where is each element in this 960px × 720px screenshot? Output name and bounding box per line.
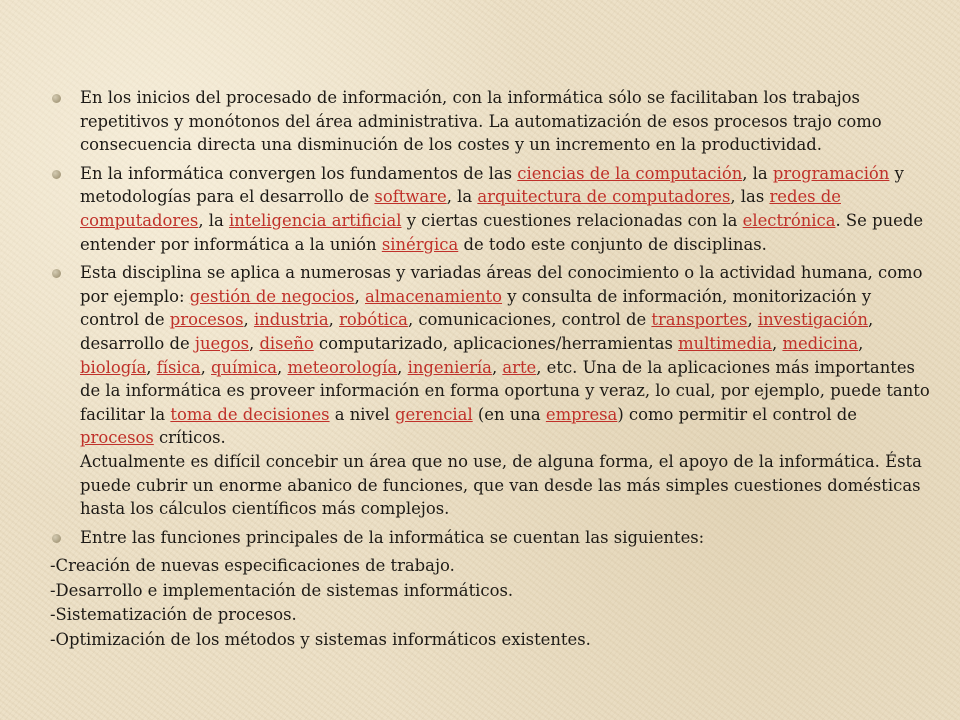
text-run: críticos. (153, 428, 226, 448)
hyperlink[interactable]: biología (80, 357, 147, 377)
text-run: En la informática convergen los fundamentos de las (80, 163, 518, 183)
function-list-item: -Sistematización de procesos. (50, 605, 297, 625)
hyperlink[interactable]: física (156, 357, 201, 377)
text-run: , (491, 357, 503, 377)
function-list-item: -Creación de nuevas especificaciones de trabajo. (50, 556, 455, 576)
bullet-paragraph (50, 261, 930, 521)
text-run: computarizado, aplicaciones/herramientas (313, 333, 679, 353)
text-run: , la (198, 210, 229, 230)
hyperlink[interactable]: arte (502, 357, 537, 377)
hyperlink[interactable]: juegos (194, 333, 250, 353)
bullet-dot-icon (52, 170, 61, 179)
bullet-list (50, 86, 930, 549)
text-run: , etc. Una de la aplicaciones más importantes de la informática es proveer información en forma oportuna y veraz, lo cual, por ejemplo, puede tanto facilitar la (80, 357, 930, 424)
text-run: y ciertas cuestiones relacionadas con la (401, 210, 743, 230)
text-run: , la (742, 163, 773, 183)
bullet-paragraph (50, 162, 930, 256)
text-run: , la (446, 187, 478, 207)
text-run: y consulta de información, monitorización y control de (80, 286, 872, 330)
text-run: , (354, 286, 365, 306)
text-run: , (249, 333, 260, 353)
text-run: En los inicios del procesado de información, con la informática sólo se facilitaban los trabajos repetitivos y monótonos del área administrativa. La automatización de esos procesos trajo como consecuencia directa una disminución de los costes y un incremento en la productividad. (80, 88, 882, 155)
text-run: , (328, 310, 340, 330)
hyperlink[interactable]: redes de computadores (80, 187, 841, 230)
hyperlink[interactable]: transportes (651, 310, 748, 330)
hyperlink[interactable]: investigación (757, 310, 868, 330)
hyperlink[interactable]: industria (253, 310, 329, 330)
text-run: Entre las funciones principales de la informática se cuentan las siguientes: (80, 527, 705, 547)
bullet-paragraph (50, 86, 930, 157)
hyperlink[interactable]: medicina (782, 333, 859, 353)
hyperlink[interactable]: robótica (339, 310, 408, 330)
bullet-dot-icon (52, 534, 61, 543)
hyperlink[interactable]: meteorología (287, 357, 398, 377)
text-run: , (243, 310, 254, 330)
hyperlink[interactable]: gestión de negocios (189, 286, 355, 306)
text-run: , las (730, 187, 770, 207)
hyperlink[interactable]: procesos (80, 428, 154, 448)
hyperlink[interactable]: software (374, 187, 447, 207)
bullet-dot-icon (52, 94, 61, 103)
function-list-item: -Desarrollo e implementación de sistemas informáticos. (50, 580, 514, 600)
text-run: y metodologías para el desarrollo de (80, 163, 904, 207)
hyperlink[interactable]: electrónica (742, 210, 836, 230)
text-run: , (397, 357, 408, 377)
function-list (50, 554, 930, 651)
text-run: Esta disciplina se aplica a numerosas y variadas áreas del conocimiento o la actividad humana, como por ejemplo: (80, 263, 923, 306)
text-run: , (772, 333, 783, 353)
hyperlink[interactable]: química (211, 357, 278, 377)
hyperlink[interactable]: multimedia (678, 333, 773, 353)
hyperlink[interactable]: sinérgica (381, 234, 459, 254)
bullet-paragraph (50, 526, 930, 550)
text-run: . Se puede entender por informática a la unión (80, 210, 924, 254)
hyperlink[interactable]: ingeniería (407, 357, 492, 377)
hyperlink[interactable]: toma de decisiones (170, 404, 330, 424)
hyperlink[interactable]: programación (772, 163, 890, 183)
text-run: , (277, 357, 288, 377)
text-run: , (858, 333, 864, 353)
text-run: de todo este conjunto de disciplinas. (458, 234, 767, 254)
text-run: ) como permitir el control de (617, 404, 857, 424)
paragraph-continuation: Actualmente es difícil concebir un área que no use, de alguna forma, el apoyo de la informática. Ésta puede cubrir un enorme abanico de funciones, que van desde las más simples cuestiones domésticas hasta los cálculos científicos más complejos. (80, 451, 922, 519)
hyperlink[interactable]: empresa (545, 404, 618, 424)
hyperlink[interactable]: gerencial (394, 404, 473, 424)
hyperlink[interactable]: ciencias de la computación (517, 163, 743, 183)
text-run: , desarrollo de (80, 310, 874, 353)
text-run: , (200, 357, 211, 377)
text-run: , comunicaciones, control de (407, 310, 652, 330)
hyperlink[interactable]: arquitectura de computadores (477, 187, 731, 207)
text-run: , (747, 310, 758, 330)
hyperlink[interactable]: procesos (169, 310, 244, 330)
hyperlink[interactable]: diseño (259, 333, 314, 353)
bullet-dot-icon (52, 269, 61, 278)
hyperlink[interactable]: almacenamiento (364, 286, 503, 306)
text-run: (en una (472, 404, 546, 424)
text-run: a nivel (329, 404, 395, 424)
function-list-item: -Optimización de los métodos y sistemas informáticos existentes. (50, 630, 591, 650)
hyperlink[interactable]: inteligencia artificial (228, 210, 402, 230)
slide-body (50, 86, 930, 653)
text-run: , (146, 357, 157, 377)
